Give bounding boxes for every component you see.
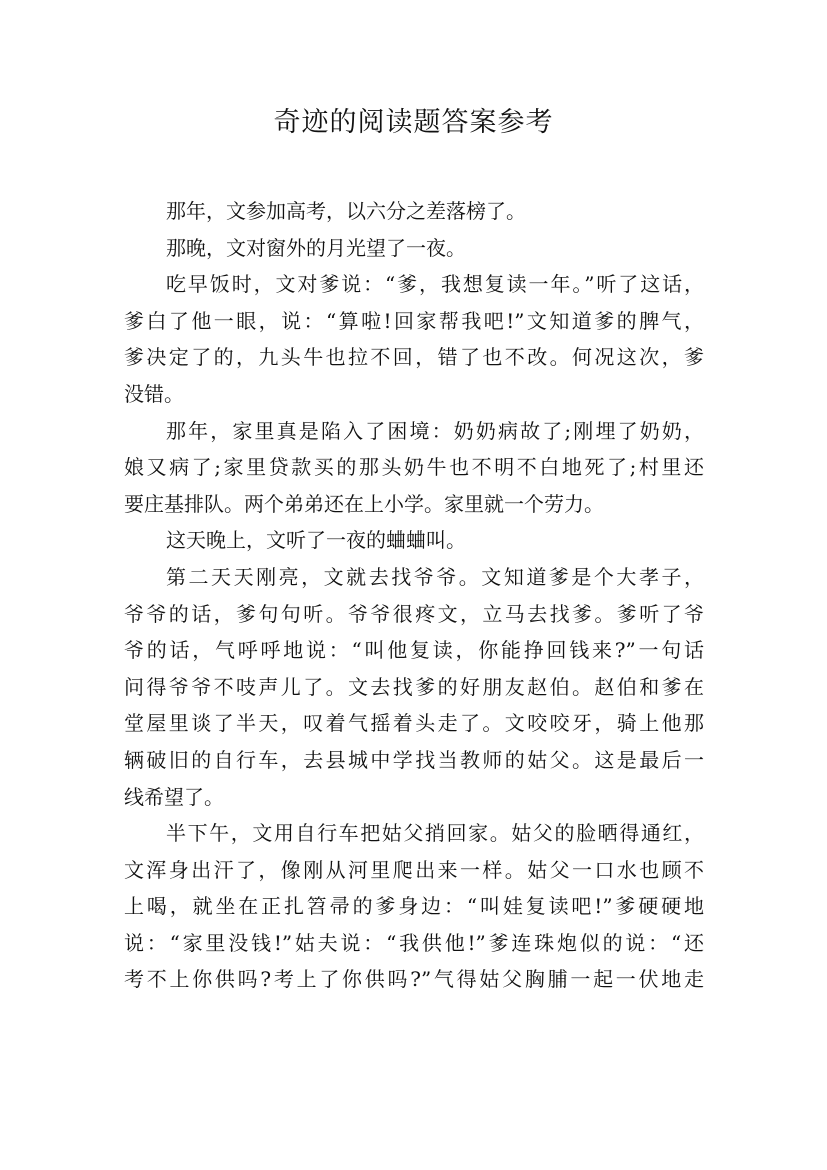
paragraph-line: 文浑身出汗了，像刚从河里爬出来一样。姑父一口水也顾不 xyxy=(124,857,704,882)
document-title: 奇迹的阅读题答案参考 xyxy=(273,107,554,138)
paragraph-line: 问得爷爷不吱声儿了。文去找爹的好朋友赵伯。赵伯和爹在 xyxy=(124,674,704,699)
paragraph-line: 没错。 xyxy=(124,381,184,406)
paragraph-line: 爹白了他一眼，说：“算啦!回家帮我吧!”文知道爹的脾气， xyxy=(124,308,704,333)
paragraph-line: 辆破旧的自行车，去县城中学找当教师的姑父。这是最后一 xyxy=(124,747,704,772)
paragraph-line: 吃早饭时，文对爹说：“爹，我想复读一年。”听了这话， xyxy=(166,272,704,297)
paragraph-line: 要庄基排队。两个弟弟还在上小学。家里就一个劳力。 xyxy=(124,491,604,516)
paragraph-line: 爹决定了的，九头牛也拉不回，错了也不改。何况这次，爹 xyxy=(124,345,704,370)
paragraph-line: 那晚，文对窗外的月光望了一夜。 xyxy=(166,235,466,260)
paragraph-line: 堂屋里谈了半天，叹着气摇着头走了。文咬咬牙，骑上他那 xyxy=(124,711,704,736)
paragraph-line: 爷的话，气呼呼地说：“叫他复读，你能挣回钱来?”一句话 xyxy=(124,638,704,663)
paragraph-line: 那年，文参加高考，以六分之差落榜了。 xyxy=(166,199,526,223)
paragraph-line: 第二天天刚亮，文就去找爷爷。文知道爹是个大孝子， xyxy=(166,564,704,589)
paragraph-line: 半下午，文用自行车把姑父捎回家。姑父的脸晒得通红， xyxy=(166,821,704,846)
paragraph-line: 考不上你供吗?考上了你供吗?”气得姑父胸脯一起一伏地走 xyxy=(124,967,704,992)
paragraph-line: 娘又病了;家里贷款买的那头奶牛也不明不白地死了;村里还 xyxy=(124,455,704,480)
paragraph-line: 说：“家里没钱!”姑夫说：“我供他!”爹连珠炮似的说：“还 xyxy=(124,930,704,955)
paragraph-line: 线希望了。 xyxy=(124,784,224,809)
paragraph-line: 爷爷的话，爹句句听。爷爷很疼文，立马去找爹。爹听了爷 xyxy=(124,601,704,626)
paragraph-line: 上喝，就坐在正扎笤帚的爹身边：“叫娃复读吧!”爹硬硬地 xyxy=(124,894,704,919)
paragraph-line: 这天晚上，文听了一夜的蛐蛐叫。 xyxy=(166,528,466,553)
paragraph-line: 那年，家里真是陷入了困境：奶奶病故了;刚埋了奶奶， xyxy=(166,418,704,443)
article-body xyxy=(124,193,704,998)
